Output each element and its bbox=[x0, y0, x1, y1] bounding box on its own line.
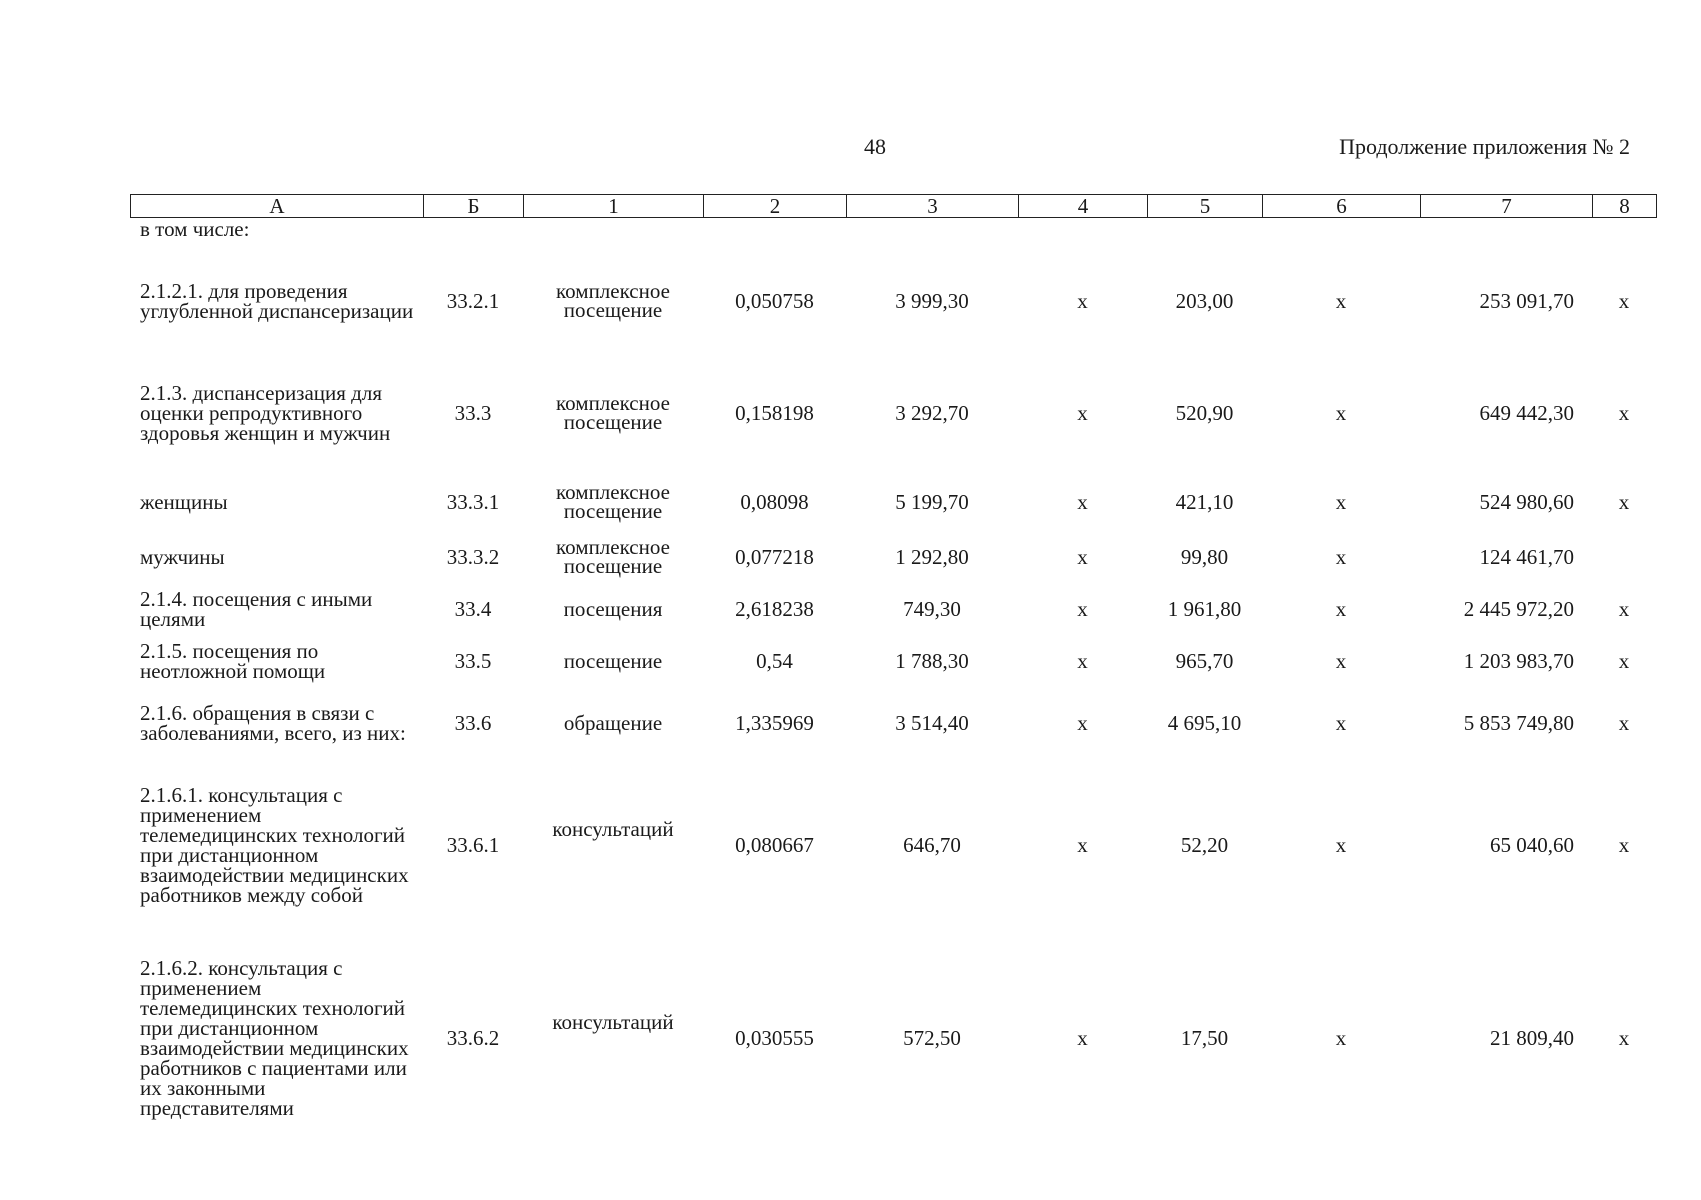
row-col-4: х bbox=[1077, 401, 1088, 425]
row-col-7: 2 445 972,20 bbox=[1463, 597, 1574, 621]
row-unit: обращение bbox=[563, 710, 663, 735]
row-col-8: х bbox=[1618, 711, 1630, 735]
row-col-6: х bbox=[1335, 1026, 1347, 1050]
row-col-7: 253 091,70 bbox=[1479, 289, 1574, 313]
row-col-5: 421,10 bbox=[1175, 490, 1234, 514]
row-col-7: 524 980,60 bbox=[1479, 490, 1574, 514]
row-col-7: 649 442,30 bbox=[1479, 401, 1574, 425]
row-col-5: 17,50 bbox=[1180, 1026, 1229, 1050]
row-col-6: х bbox=[1335, 490, 1347, 514]
row-col-5: 99,80 bbox=[1180, 545, 1229, 569]
row-unit: посещения bbox=[563, 596, 663, 621]
row-col-6: х bbox=[1335, 711, 1347, 735]
row-code: 33.3.1 bbox=[446, 490, 500, 514]
row-col-5: 52,20 bbox=[1180, 833, 1229, 857]
row-col-7: 1 203 983,70 bbox=[1463, 649, 1574, 673]
row-col-2: 1,335969 bbox=[735, 711, 814, 735]
row-col-4: х bbox=[1077, 289, 1088, 313]
row-col-5: 203,00 bbox=[1175, 289, 1234, 313]
column-header-3: 3 bbox=[847, 195, 1019, 218]
subheading-row bbox=[130, 219, 1656, 249]
row-col-6: х bbox=[1335, 289, 1347, 313]
page-number: 48 bbox=[864, 134, 886, 159]
row-name: 2.1.6.2. консультация с применением телемедицинских технологий при дистанционном взаимодействии медицинских работников с пациентами или их законными представителями bbox=[140, 956, 409, 1120]
row-col-7: 5 853 749,80 bbox=[1463, 711, 1574, 735]
row-unit: консультаций bbox=[552, 816, 674, 841]
row-col-6: х bbox=[1335, 833, 1347, 857]
column-header-b: Б bbox=[424, 195, 524, 218]
row-col-6: х bbox=[1335, 597, 1347, 621]
row-code: 33.3.2 bbox=[446, 545, 500, 569]
column-header-8: 8 bbox=[1593, 195, 1657, 218]
row-unit: комплексное посещение bbox=[556, 535, 670, 578]
row-col-4: х bbox=[1077, 545, 1088, 569]
row-col-4: х bbox=[1077, 490, 1088, 514]
appendix-note: Продолжение приложения № 2 bbox=[1339, 134, 1630, 159]
row-col-6: х bbox=[1335, 401, 1347, 425]
row-col-7: 65 040,60 bbox=[1490, 833, 1574, 857]
column-header-4: 4 bbox=[1019, 195, 1148, 218]
table-row bbox=[130, 759, 1656, 931]
row-col-2: 0,050758 bbox=[735, 289, 814, 313]
row-code: 33.5 bbox=[454, 649, 492, 673]
row-col-2: 0,080667 bbox=[735, 833, 814, 857]
row-code: 33.4 bbox=[454, 597, 492, 621]
row-code: 33.6.1 bbox=[446, 833, 500, 857]
row-col-8: х bbox=[1618, 289, 1630, 313]
row-code: 33.6.2 bbox=[446, 1026, 500, 1050]
row-col-8: х bbox=[1618, 401, 1630, 425]
row-col-6: х bbox=[1335, 649, 1347, 673]
row-col-3: 1 788,30 bbox=[895, 649, 969, 673]
row-col-3: 646,70 bbox=[903, 833, 961, 857]
data-table bbox=[130, 219, 1656, 1145]
row-col-8: х bbox=[1618, 1026, 1630, 1050]
row-code: 33.6 bbox=[454, 711, 492, 735]
row-col-4: х bbox=[1077, 1026, 1088, 1050]
row-col-5: 1 961,80 bbox=[1167, 597, 1242, 621]
row-code: 33.3 bbox=[454, 401, 492, 425]
row-col-2: 0,08098 bbox=[740, 490, 809, 514]
table-row bbox=[130, 583, 1656, 635]
row-col-8: х bbox=[1618, 490, 1630, 514]
row-col-2: 2,618238 bbox=[735, 597, 814, 621]
table-row bbox=[130, 531, 1656, 583]
table-row bbox=[130, 635, 1656, 687]
row-col-4: х bbox=[1077, 833, 1088, 857]
row-name: 2.1.6.1. консультация с применением телемедицинских технологий при дистанционном взаимодействии медицинских работников между собой bbox=[140, 783, 409, 907]
row-col-5: 965,70 bbox=[1175, 649, 1234, 673]
row-unit: посещение bbox=[563, 648, 663, 673]
row-col-3: 3 514,40 bbox=[895, 711, 969, 735]
row-col-8: х bbox=[1618, 833, 1630, 857]
row-col-3: 749,30 bbox=[903, 597, 961, 621]
table-row bbox=[130, 687, 1656, 759]
row-unit: комплексное посещение bbox=[556, 480, 670, 523]
column-header-a: А bbox=[131, 195, 424, 218]
row-col-6: х bbox=[1335, 545, 1347, 569]
row-name: 2.1.5. посещения по неотложной помощи bbox=[140, 639, 326, 683]
column-header-row bbox=[131, 195, 1657, 218]
column-header-table bbox=[130, 194, 1657, 218]
row-code: 33.2.1 bbox=[446, 289, 500, 313]
row-col-8 bbox=[1592, 531, 1656, 583]
row-name: женщины bbox=[140, 490, 228, 514]
row-col-7: 21 809,40 bbox=[1490, 1026, 1574, 1050]
row-unit: комплексное посещение bbox=[556, 279, 670, 322]
subheading-text: в том числе: bbox=[140, 217, 250, 241]
row-col-4: х bbox=[1077, 649, 1088, 673]
row-col-2: 0,077218 bbox=[735, 545, 814, 569]
table-row bbox=[130, 931, 1656, 1145]
row-col-5: 520,90 bbox=[1175, 401, 1234, 425]
row-col-8: х bbox=[1618, 649, 1630, 673]
column-header-5: 5 bbox=[1148, 195, 1263, 218]
row-col-3: 3 999,30 bbox=[895, 289, 969, 313]
column-header-7: 7 bbox=[1421, 195, 1593, 218]
row-name: 2.1.2.1. для проведения углубленной диспансеризации bbox=[140, 279, 414, 323]
table-row bbox=[130, 473, 1656, 531]
column-header-1: 1 bbox=[524, 195, 704, 218]
row-col-7: 124 461,70 bbox=[1479, 545, 1574, 569]
column-header-6: 6 bbox=[1263, 195, 1421, 218]
row-name: 2.1.4. посещения с иными целями bbox=[140, 587, 373, 631]
row-unit: консультаций bbox=[552, 1009, 674, 1034]
row-col-2: 0,030555 bbox=[735, 1026, 814, 1050]
row-col-3: 572,50 bbox=[903, 1026, 961, 1050]
row-col-2: 0,54 bbox=[756, 649, 793, 673]
row-col-4: х bbox=[1077, 711, 1088, 735]
row-col-5: 4 695,10 bbox=[1167, 711, 1242, 735]
row-name: мужчины bbox=[140, 545, 225, 569]
row-col-4: х bbox=[1077, 597, 1088, 621]
row-col-3: 1 292,80 bbox=[895, 545, 969, 569]
row-col-3: 3 292,70 bbox=[895, 401, 969, 425]
row-col-8: х bbox=[1618, 597, 1630, 621]
row-name: 2.1.3. диспансеризация для оценки репродуктивного здоровья женщин и мужчин bbox=[140, 381, 391, 445]
row-col-3: 5 199,70 bbox=[895, 490, 969, 514]
table-row bbox=[130, 249, 1656, 353]
row-col-2: 0,158198 bbox=[735, 401, 814, 425]
column-header-2: 2 bbox=[704, 195, 847, 218]
table-row bbox=[130, 353, 1656, 473]
row-name: 2.1.6. обращения в связи с заболеваниями, всего, из них: bbox=[140, 701, 406, 745]
row-unit: комплексное посещение bbox=[556, 391, 670, 434]
